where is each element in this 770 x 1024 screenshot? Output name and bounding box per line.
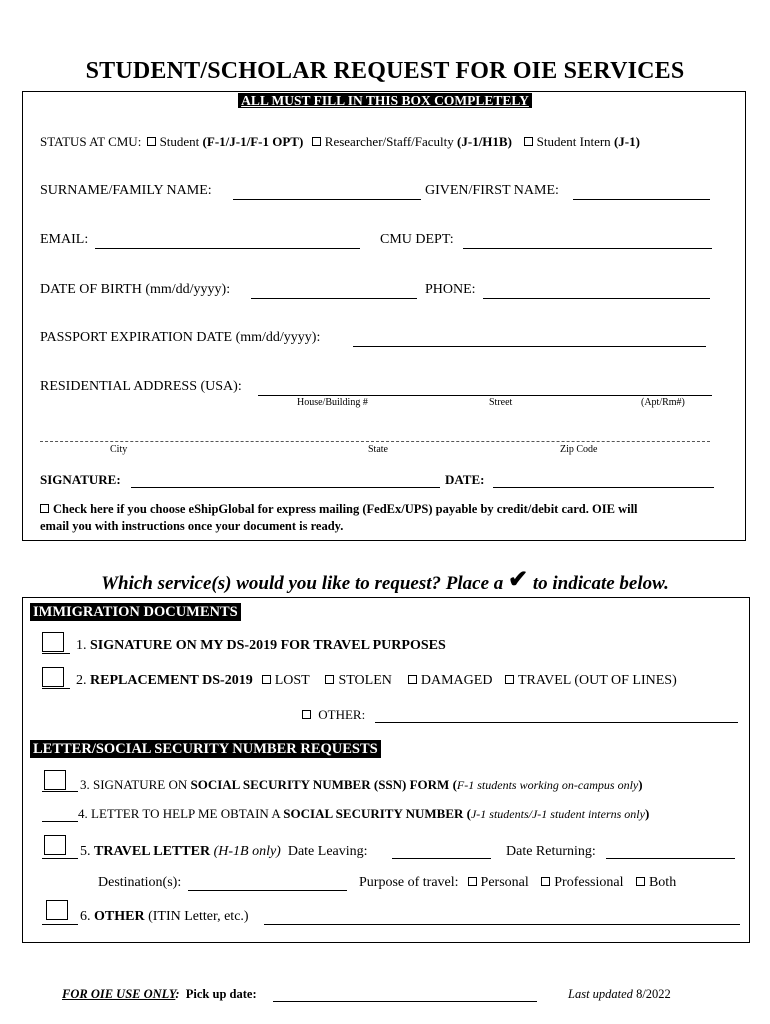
personal-info-box	[22, 91, 746, 541]
letters-heading: LETTER/SOCIAL SECURITY NUMBER REQUESTS	[30, 740, 381, 758]
item1-underline	[42, 653, 70, 654]
destinations-label: Destination(s):	[98, 875, 182, 890]
researcher-checkbox[interactable]	[312, 137, 321, 146]
travel-checkbox[interactable]	[505, 675, 514, 684]
item4-underline[interactable]	[42, 821, 78, 822]
personal-checkbox[interactable]	[468, 877, 477, 886]
services-prompt: Which service(s) would you like to request? Place a ✔ to indicate below.	[101, 567, 669, 594]
item3-checkbox[interactable]	[44, 770, 66, 790]
zip-caption: Zip Code	[560, 444, 598, 455]
item6-field[interactable]	[264, 924, 740, 925]
eship-line2: email you with instructions once your document is ready.	[40, 519, 344, 533]
eship-line1: Check here if you choose eShipGlobal for express mailing (FedEx/UPS) payable by credit/debit card. OIE will	[40, 502, 638, 517]
date-field[interactable]	[493, 487, 714, 488]
state-caption: State	[368, 444, 388, 455]
apt-caption: (Apt/Rm#)	[641, 397, 685, 408]
item6-checkbox[interactable]	[46, 900, 68, 920]
other-field[interactable]	[375, 722, 738, 723]
date-leaving-field[interactable]	[392, 858, 491, 859]
surname-field[interactable]	[233, 199, 421, 200]
phone-field[interactable]	[483, 298, 710, 299]
date-label: DATE:	[445, 472, 485, 487]
intern-checkbox[interactable]	[524, 137, 533, 146]
dept-field[interactable]	[463, 248, 712, 249]
passport-label: PASSPORT EXPIRATION DATE (mm/dd/yyyy):	[40, 330, 321, 345]
item1-label: 1. SIGNATURE ON MY DS-2019 FOR TRAVEL PURPOSES	[76, 638, 446, 653]
stolen-checkbox[interactable]	[325, 675, 334, 684]
dept-label: CMU DEPT:	[380, 232, 454, 247]
page-title: STUDENT/SCHOLAR REQUEST FOR OIE SERVICES	[85, 58, 685, 84]
destinations-field[interactable]	[188, 890, 347, 891]
address-line2-field[interactable]	[40, 441, 710, 442]
professional-checkbox[interactable]	[541, 877, 550, 886]
damaged-checkbox[interactable]	[408, 675, 417, 684]
lost-checkbox[interactable]	[262, 675, 271, 684]
status-row: STATUS AT CMU: Student (F-1/J-1/F-1 OPT) Researcher/Staff/Faculty (J-1/H1B) Student Intern (J-1)	[40, 134, 640, 149]
checkmark-icon: ✔	[508, 567, 529, 593]
dob-label: DATE OF BIRTH (mm/dd/yyyy):	[40, 282, 231, 297]
given-name-field[interactable]	[573, 199, 710, 200]
surname-label: SURNAME/FAMILY NAME:	[40, 183, 212, 198]
date-returning-label: Date Returning:	[506, 844, 596, 859]
item2-underline	[42, 688, 70, 689]
phone-label: PHONE:	[425, 282, 476, 297]
date-returning-field[interactable]	[606, 858, 735, 859]
item5-underline	[42, 858, 78, 859]
student-checkbox[interactable]	[147, 137, 156, 146]
item2-label: 2. REPLACEMENT DS-2019 LOST STOLEN DAMAGED TRAVEL (OUT OF LINES)	[76, 673, 677, 688]
status-label: STATUS AT CMU:	[40, 134, 142, 149]
both-checkbox[interactable]	[636, 877, 645, 886]
other-checkbox[interactable]	[302, 710, 311, 719]
item2-checkbox[interactable]	[42, 667, 64, 687]
house-caption: House/Building #	[297, 397, 368, 408]
address-line1-field[interactable]	[258, 395, 712, 396]
item6-underline	[42, 924, 78, 925]
signature-field[interactable]	[131, 487, 440, 488]
item4-label: 4. LETTER TO HELP ME OBTAIN A SOCIAL SECURITY NUMBER (J-1 students/J-1 student interns only)	[78, 806, 650, 821]
item5-checkbox[interactable]	[44, 835, 66, 855]
eship-checkbox[interactable]	[40, 504, 49, 513]
required-banner: ALL MUST FILL IN THIS BOX COMPLETELY	[0, 93, 770, 109]
passport-field[interactable]	[353, 346, 706, 347]
given-name-label: GIVEN/FIRST NAME:	[425, 183, 559, 198]
oie-use-only: FOR OIE USE ONLY: Pick up date:	[62, 987, 257, 1001]
immigration-heading: IMMIGRATION DOCUMENTS	[30, 603, 241, 621]
item3-underline	[42, 791, 78, 792]
item3-label: 3. SIGNATURE ON SOCIAL SECURITY NUMBER (SSN) FORM (F-1 students working on-campus only)	[80, 777, 643, 792]
item5-label: 5. TRAVEL LETTER (H-1B only) Date Leaving:	[80, 844, 368, 859]
signature-label: SIGNATURE:	[40, 472, 121, 487]
item6-label: 6. OTHER (ITIN Letter, etc.)	[80, 909, 249, 924]
dob-field[interactable]	[251, 298, 417, 299]
email-label: EMAIL:	[40, 232, 89, 247]
other-option: OTHER:	[300, 707, 365, 723]
last-updated: Last updated 8/2022	[568, 987, 671, 1001]
address-label: RESIDENTIAL ADDRESS (USA):	[40, 379, 242, 394]
street-caption: Street	[489, 397, 513, 408]
pickup-date-field[interactable]	[273, 1001, 537, 1002]
email-field[interactable]	[95, 248, 360, 249]
item1-checkbox[interactable]	[42, 632, 64, 652]
city-caption: City	[110, 444, 128, 455]
purpose-row: Purpose of travel: Personal Professional Both	[359, 875, 677, 890]
